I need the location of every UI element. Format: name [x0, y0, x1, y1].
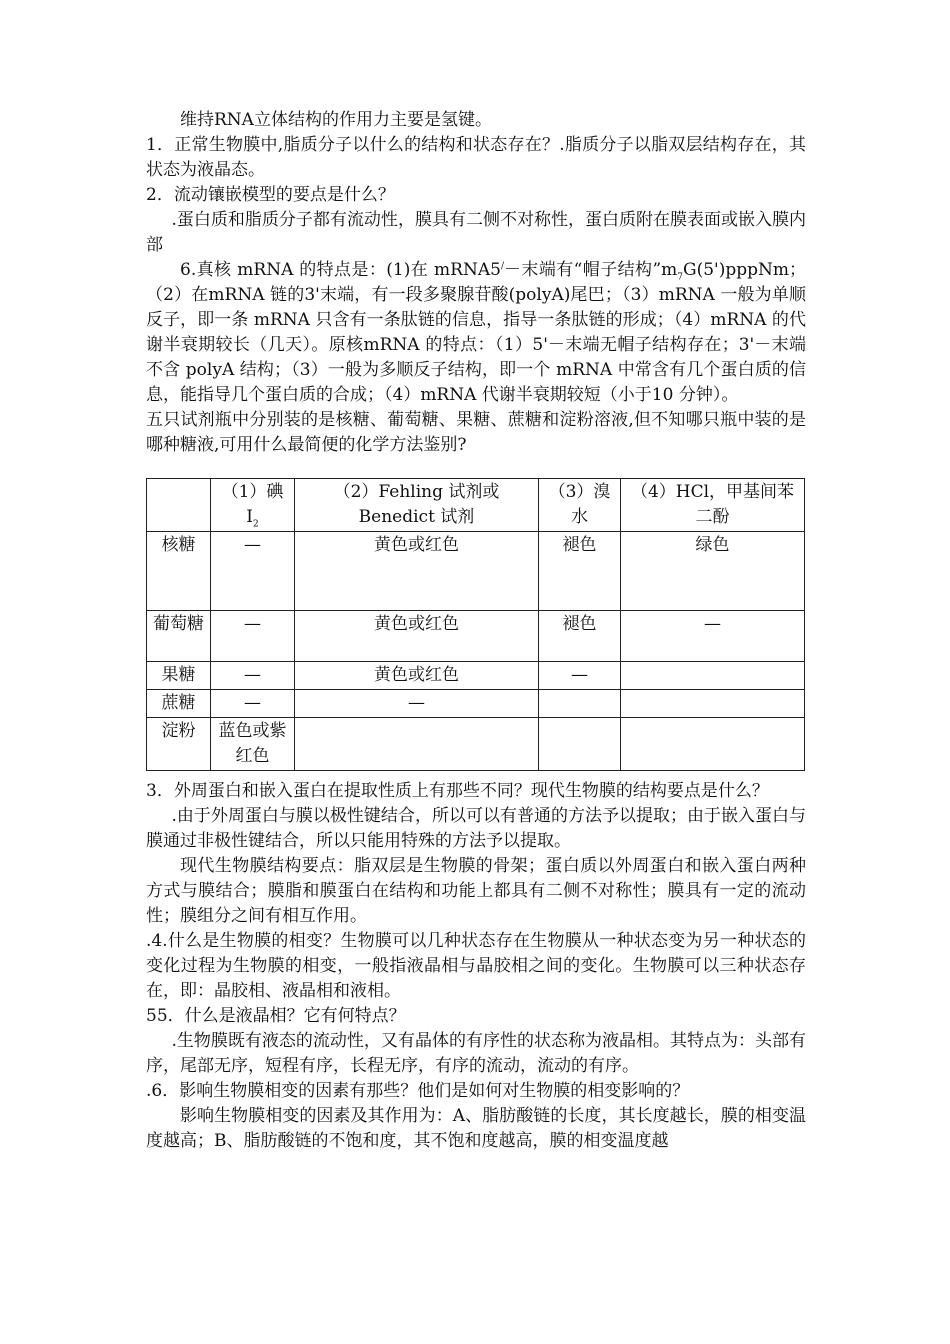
table-row: [147, 532, 805, 611]
sugar-identification-table: [146, 478, 805, 771]
mrna-text-part1: 6.真核 mRNA 的特点是：(1)在 mRNA5: [180, 260, 501, 280]
mrna-superscript: /: [500, 261, 504, 272]
table-cell: [621, 718, 805, 771]
paragraph-q1-lipid-state: 1．正常生物膜中,脂质分子以什么的结构和状态存在？.脂质分子以脂双层结构存在，其状态为液晶态。: [146, 135, 806, 180]
table-cell: 蓝色或紫红色: [211, 718, 295, 771]
table-cell: 褪色: [539, 532, 621, 611]
paragraph-a5-liquid-crystal: .生物膜既有液态的流动性，又有晶体的有序性的状态称为液晶相。其特点为：头部有序，尾部无序，短程有序，长程无序，有序的流动，流动的有序。: [146, 1031, 806, 1076]
header-cell-fehling: （2）Fehling 试剂或Benedict 试剂: [295, 479, 539, 532]
paragraph-a3-protein-extraction: .由于外周蛋白与膜以极性键结合，所以可以有普通的方法予以提取；由于嵌入蛋白与膜通过非极性键结合，所以只能用特殊的方法予以提取。: [146, 806, 806, 851]
header-cell-bromine: （3）溴水: [539, 479, 621, 532]
paragraph-q5-liquid-crystal: 55．什么是液晶相？它有何特点？: [146, 1006, 406, 1026]
paragraph-rna-hydrogen-bond: 维持RNA立体结构的作用力主要是氢键。: [180, 110, 492, 130]
table-row: [147, 718, 805, 771]
table-cell: 黄色或红色: [295, 611, 539, 662]
table-cell: 褪色: [539, 611, 621, 662]
paragraph-q3-protein-extraction: 3．外周蛋白和嵌入蛋白在提取性质上有那些不同？现代生物膜的结构要点是什么？: [146, 781, 769, 801]
table-cell: —: [211, 611, 295, 662]
table-cell: [295, 718, 539, 771]
table-row: [147, 690, 805, 718]
row-label-fructose: 果糖: [147, 662, 211, 690]
row-label-glucose: 葡萄糖: [147, 611, 211, 662]
table-cell: [621, 690, 805, 718]
paragraph-q4-phase-transition: .4.什么是生物膜的相变？生物膜可以几种状态存在生物膜从一种状态变为另一种状态的变化过程为生物膜的相变，一般指液晶相与晶胶相之间的变化。生物膜可以三种状态存在，即：晶胶相、液晶相和液相。: [146, 931, 806, 1001]
table-cell: —: [295, 690, 539, 718]
row-label-ribose: 核糖: [147, 532, 211, 611]
table-cell: 黄色或红色: [295, 532, 539, 611]
table-cell: —: [539, 662, 621, 690]
table-cell: [539, 718, 621, 771]
paragraph-q2-fluid-mosaic: 2．流动镶嵌模型的要点是什么？: [146, 185, 395, 205]
document-page: [146, 108, 806, 1154]
table-cell: —: [621, 611, 805, 662]
paragraph-a6-phase-factors: 影响生物膜相变的因素及其作用为：A、脂肪酸链的长度，其长度越长，膜的相变温度越高；B、脂肪酸链的不饱和度，其不饱和度越高，膜的相变温度越: [146, 1106, 806, 1151]
mrna-subscript: 7: [677, 272, 683, 283]
paragraph-a2-fluid-mosaic: .蛋白质和脂质分子都有流动性，膜具有二侧不对称性，蛋白质附在膜表面或嵌入膜内部: [146, 210, 806, 255]
table-cell: —: [211, 690, 295, 718]
table-cell: 黄色或红色: [295, 662, 539, 690]
table-header-row: [147, 479, 805, 532]
table-cell: —: [211, 532, 295, 611]
header-cell-iodine: （1）碘 $I_2$: [211, 479, 295, 532]
row-label-starch: 淀粉: [147, 718, 211, 771]
table-row: [147, 662, 805, 690]
paragraph-sugar-question: 五只试剂瓶中分别装的是核糖、葡萄糖、果糖、蔗糖和淀粉溶液,但不知哪只瓶中装的是哪种糖液,可用什么最简便的化学方法鉴别?: [146, 410, 806, 455]
paragraph-membrane-structure-points: 现代生物膜结构要点：脂双层是生物膜的骨架；蛋白质以外周蛋白和嵌入蛋白两种方式与膜结合；膜脂和膜蛋白在结构和功能上都具有二侧不对称性；膜具有一定的流动性；膜组分之间有相互作用。: [146, 856, 806, 926]
mrna-text-part3: G(5')pppNm；（2）在mRNA 链的3'末端，有一段多聚腺苷酸(polyA)尾巴；（3）mRNA 一般为单顺反子，即一条 mRNA 只含有一条肽链的信息，指导一条肽链的形成；（4）mRNA 的代谢半衰期较长（几天）。原核mRNA 的特点：（1）5'－末端无帽子结构存在；3'－末端不含 polyA 结构；（3）一般为多顺反子结构，即一个 mRNA 中常含有几个蛋白质的信息，能指导几个蛋白质的合成；（4）mRNA 代谢半衰期较短（小于10 分钟）。: [146, 260, 806, 405]
header-cell-hcl: （4）HCl，甲基间苯二酚: [621, 479, 805, 532]
mrna-text-part2: －末端有“帽子结构”m: [503, 260, 678, 280]
row-label-sucrose: 蔗糖: [147, 690, 211, 718]
table-row: [147, 611, 805, 662]
paragraph-mrna-features: [146, 258, 806, 408]
header-cell-empty: [147, 479, 211, 532]
table-cell: [539, 690, 621, 718]
table-cell: 绿色: [621, 532, 805, 611]
table-cell: [621, 662, 805, 690]
table-cell: —: [211, 662, 295, 690]
paragraph-q6-phase-factors: .6．影响生物膜相变的因素有那些？他们是如何对生物膜的相变影响的？: [146, 1081, 690, 1101]
